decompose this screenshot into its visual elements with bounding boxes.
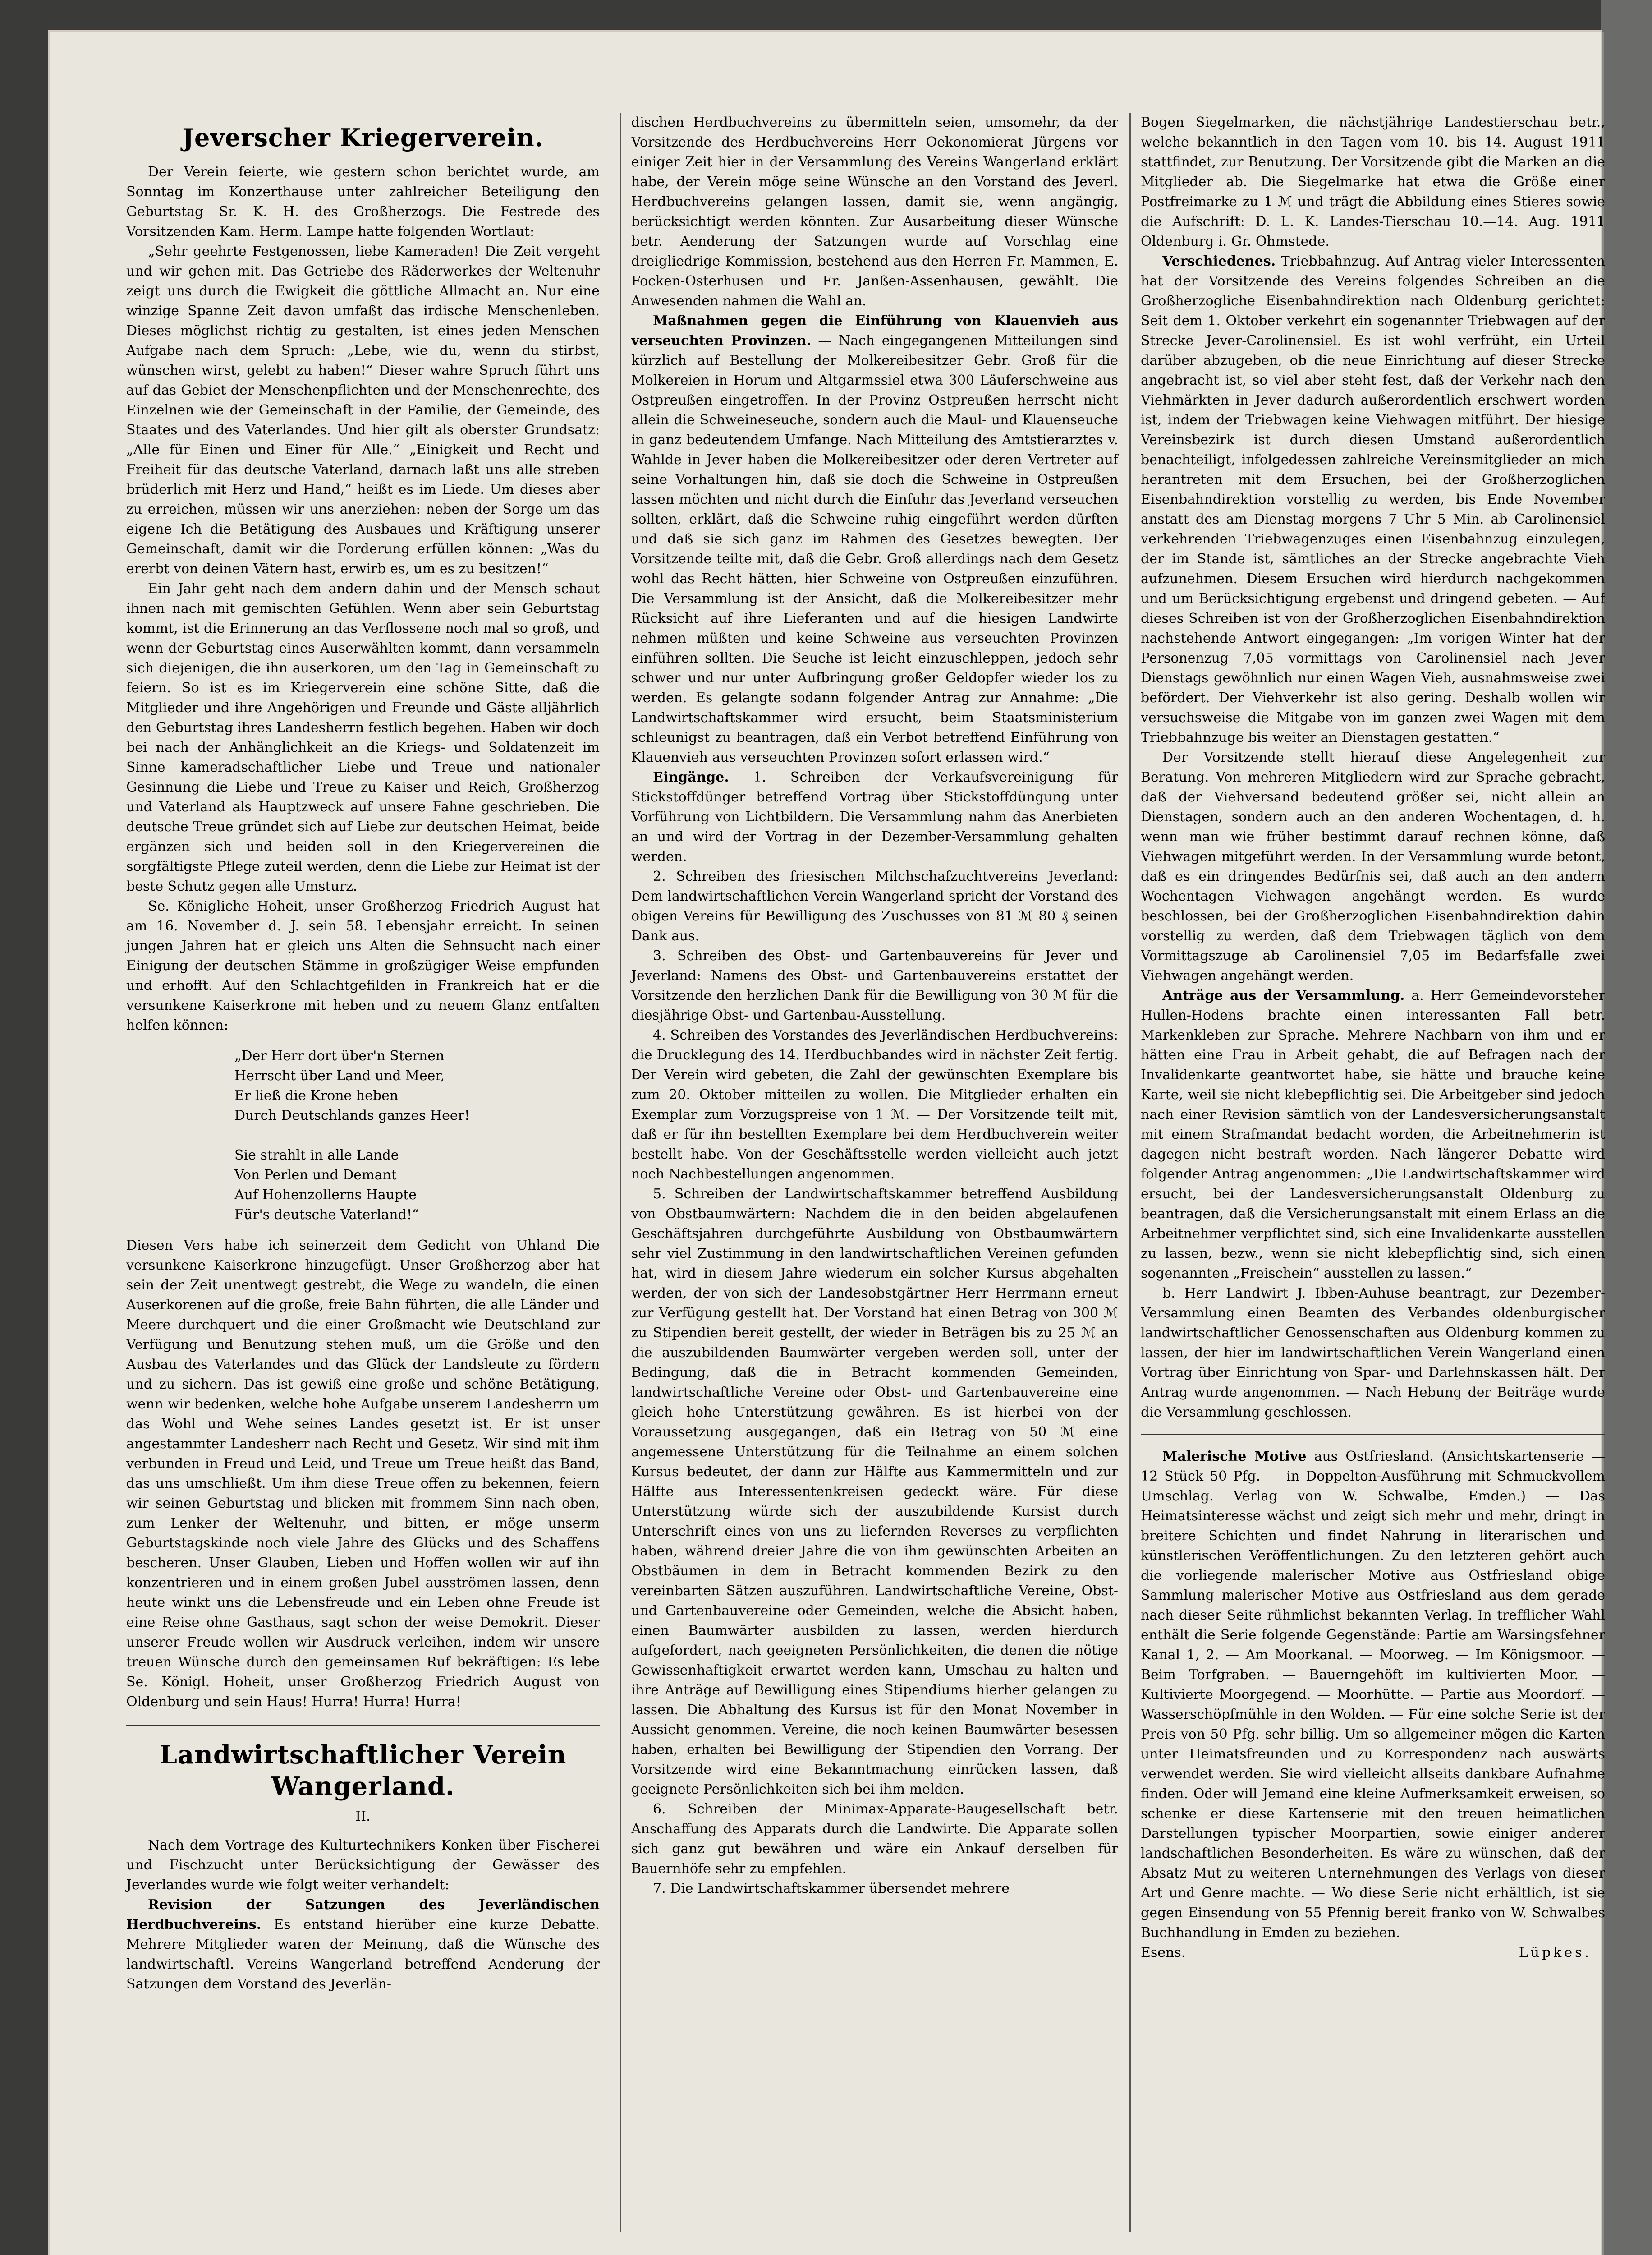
paragraph: 5. Schreiben der Landwirtschaftskammer betreffend Ausbildung von Obstbaumwärtern: Nachdem die in den beiden abgelaufenen Geschäftsjahren durchgeführte Ausbildung von Obstbaumwärtern sehr viel Zustimmung in den landwirtschaftlichen Vereinen gefunden hat, wird in diesem Jahre wiederum ein solcher Kursus abgehalten werden, der von sich der Landesobstgärtner Herr Herrmann erneut zur Verfügung gestellt hat. Der Vorstand hat einen Betrag von 300 ℳ zu Stipendien bereit gestellt, der wieder in Beträgen bis zu 25 ℳ an die auszubildenden Baumwärter vergeben werden soll, unter der Bedingung, daß die in Betracht kommenden Gemeinden, landwirtschaftliche Vereine oder Obst- und Gartenbauvereine eine gleich hohe Unterstützung gewähren. Es ist hierbei von der Voraussetzung ausgegangen, daß ein Betrag von 50 ℳ eine angemessene Unterstützung für die Teilnahme an einem solchen Kursus bedeutet, der dann zur Hälfte aus Kammermitteln und zur Hälfte aus Interessentenkreisen gedeckt wäre. Für diese Unterstützung würde sich der auszubildende Kursist durch Unterschrift eines von uns zu liefernden Reverses zu verpflichten haben, während dreier Jahre die von ihm gewünschten Arbeiten an Obstbäumen in dem in Betracht kommenden Bezirk zu den vereinbarten Sätzen auszuführen. Landwirtschaftliche Vereine, Obst- und Gartenbauvereine oder Gemeinden, welche die Absicht haben, einen Baumwärter ausbilden zu lassen, werden hierdurch aufgefordert, nach geeigneten Persönlichkeiten, die denen die nötige Gewissenhaftigkeit erwartet werden kann, Umschau zu halten und ihre Anträge auf Bewilligung eines Stipendiums hierher gelangen zu lassen. Die Abhaltung des Kursus ist für den Monat November in Aussicht genommen. Vereine, die noch keinen Baumwärter besessen haben, erhalten bei Bewilligung der Stipendien den Vorrang. Der Vorsitzende wird eine Bekanntmachung einrücken lassen, daß geeignete Persönlichkeiten sich bei ihm melden.	[631, 1186, 1118, 1797]
subheading: Verschiedenes.	[1162, 253, 1276, 269]
poem-line: Von Perlen und Demant	[234, 1167, 397, 1183]
paragraph-text: aus Ostfriesland. (Ansichtskartenserie — 12 Stück 50 Pfg. — in Doppelton-Ausführung mit Schmuckvollem Umschlag. Verlag von W. Schwalbe, Emden.) — Das Heimatsinteresse wächst und zeigt sich mehr und mehr, dringt in breitere Schichten und findet Nahrung in literarischen und künstlerischen Veröffentlichungen. Zu den letzteren gehört auch die vorliegende malerischer Motive aus Ostfriesland obige Sammlung malerischer Motive aus Ostfriesland aus dem gerade nach dieser Seite rühmlichst bekannten Verlag. In trefflicher Wahl enthält die Serie folgende Gegenstände: Partie am Warsingsfehner Kanal 1, 2. — Am Moorkanal. — Moorweg. — Im Königsmoor. — Beim Torfgraben. — Bauerngehöft im kultivierten Moor. — Kultivierte Moorgegend. — Moorhütte. — Partie aus Moordorf. — Wasserschöpfmühle in den Wolden. — Für eine solche Serie ist der Preis von 50 Pfg. sehr billig. Um so allgemeiner mögen die Karten unter Heimatsfreunden und zu Korrespondenz nach auswärts verwendet werden. Sie wird vielleicht allseits dankbare Aufnahme finden. Oder will Jemand eine kleine Aufmerksamkeit erweisen, so schenke er diese Kartenserie mit den treuen heimatlichen Darstellungen typischer Moorpartien, sowie einiger anderer landschaftlichen Besonderheiten. Es wäre zu wünschen, daß der Absatz Mut zu weiteren Unternehmungen des Verlags von dieser Art und Genre machte. — Wo diese Serie nicht erhältlich, ist sie gegen Einsendung von 55 Pfennig bereit franko von W. Schwalbes Buchhandlung in Emden zu beziehen.	[1141, 1449, 1605, 1941]
poem-line: Er ließ die Krone heben	[234, 1088, 399, 1104]
paragraph: „Sehr geehrte Festgenossen, liebe Kameraden! Die Zeit vergeht und wir gehen mit. Das Getriebe des Räderwerkes der Weltenuhr zeigt uns durch die Ewigkeit die göttliche Allmacht an. Nur eine winzige Spanne Zeit davon umfaßt das irdische Menschenleben. Dieses möglichst richtig zu gestalten, ist eines jeden Menschen Aufgabe nach dem Spruch: „Lebe, wie du, wenn du stirbst, wünschen wirst, gelebt zu haben!“ Dieser wahre Spruch führt uns auf das Gebiet der Menschenpflichten und der Menschenrechte, des Einzelnen wie der Gemeinschaft in der Familie, der Gemeinde, des Staates und des Vaterlandes. Und hier gilt als oberster Grundsatz: „Alle für Einen und Einer für Alle.“ „Einigkeit und Recht und Freiheit für das deutsche Vaterland, darnach laßt uns alle streben brüderlich mit Herz und Hand,“ heißt es im Liede. Um dieses aber zu erreichen, müssen wir uns anerziehen: neben der Sorge um das eigene Ich die Betätigung des Ausbaues und Kräftigung unserer Gemeinschaft, damit wir die Forderung erfüllen können: „Was du ererbt von deinen Vätern hast, erwirb es, um es zu besitzen!“	[126, 244, 600, 577]
paragraph: 2. Schreiben des friesischen Milchschafzuchtvereins Jeverland: Dem landwirtschaftlichen Verein Wangerland spricht der Vorstand des obigen Vereins für Bewilligung des Zuschusses von 81 ℳ 80 ₰ seinen Dank aus.	[631, 869, 1118, 944]
section-rule	[126, 1724, 600, 1726]
byline	[1141, 1943, 1605, 1963]
paragraph: Nach dem Vortrage des Kulturtechnikers Konken über Fischerei und Fischzucht unter Berücksichtigung der Gewässer des Jeverlandes wurde wie folgt weiter verhandelt:	[126, 1837, 600, 1893]
paragraph	[1141, 986, 1605, 1284]
paragraph: 6. Schreiben der Minimax-Apparate-Baugesellschaft betr. Anschaffung des Apparats durch die Landwirte. Die Apparate sollen sich ganz gut bewähren und wäre ein Ankauf derselben für Bauernhöfe sehr zu empfehlen.	[631, 1801, 1118, 1877]
subheading: Eingänge.	[653, 769, 729, 785]
column-3	[1141, 113, 1605, 2255]
column-divider	[1129, 113, 1131, 2232]
poem	[126, 1046, 600, 1225]
article-title: Landwirtschaftlicher Verein Wangerland.	[159, 1740, 567, 1801]
signature: Lüpkes.	[1519, 1945, 1592, 1960]
paragraph	[1141, 1447, 1605, 1943]
column-1	[126, 122, 600, 1994]
part-number: II.	[355, 1809, 371, 1824]
paragraph	[631, 768, 1118, 867]
paragraph: Se. Königliche Hoheit, unser Großherzog Friedrich August hat am 16. November d. J. sein 58. Lebensjahr erreicht. In seinen jungen Jahren hat er gleich uns Alten die Sehnsucht nach einer Einigung der deutschen Stämme in großzügiger Weise empfunden und erhofft. Auf den Schlachtgefilden in Frankreich hat er die versunkene Kaiserkrone mit heben und zu neuem Glanz entfalten helfen können:	[126, 898, 600, 1033]
paragraph-text: — Nach eingegangenen Mitteilungen sind kürzlich auf Bestellung der Molkereibesitzer Gebr. Groß für die Molkereien in Horum und Altgarmssiel etwa 300 Läuferschweine aus Ostpreußen eingetroffen. In der Provinz Ostpreußen herrscht nicht allein die Schweineseuche, sondern auch die Maul- und Klauenseuche in ganz bedeutendem Umfange. Nach Mitteilung des Amtstierarztes v. Wahlde in Jever haben die Molkereibesitzer oder deren Vertreter auf seine Vorhaltungen hin, daß sie doch die Schweine in Ostpreußen lassen möchten und nicht durch die Einfuhr das Jeverland verseuchen sollten, erklärt, daß die Schweine ruhig eingeführt werden dürften und daß sie sich ganz im Rahmen des Gesetzes bewegten. Der Vorsitzende teilte mit, daß die Gebr. Groß allerdings nach dem Gesetz wohl das Recht hätten, hier Schweine von Ostpreußen einzuführen. Die Versammlung ist der Ansicht, daß die Molkereibesitzer mehr Rücksicht auf ihre Lieferanten und auf die hiesigen Landwirte nehmen müßten und keine Schweine aus verseuchten Provinzen einführen sollten. Die Seuche ist leicht einzuschleppen, jedoch sehr schwer und nur unter Aufbringung großer Geldopfer wieder los zu werden. Es gelangte sodann folgender Antrag zur Annahme: „Die Landwirtschaftskammer wird ersucht, beim Staatsministerium schleunigst zu beantragen, daß ein Verbot betreffend Einführung von Klauenvieh aus verseuchten Provinzen sofort erlassen wird.“	[631, 333, 1118, 765]
paragraph-text: 1. Schreiben der Verkaufsvereinigung für Stickstoffdünger betreffend Vortrag über Stickstoffdüngung unter Vorführung von Lichtbildern. Die Versammlung nahm das Anerbieten an und wird der Vortrag in der Dezember-Versammlung gehalten werden.	[631, 769, 1118, 865]
paragraph: Diesen Vers habe ich seinerzeit dem Gedicht von Uhland Die versunkene Kaiserkrone hinzugefügt. Unser Großherzog aber hat sein der Zeit unentwegt gestrebt, die Wege zu wandeln, die einen Auserkorenen auf die große, freie Bahn führten, die alle Länder und Meere durchquert und die einer Großmacht wie Deutschland zur Verfügung und Benutzung stehen muß, um die Größe und den Ausbau des Vaterlandes und das Glück der Landsleute zu fördern und zu sichern. Das ist gewiß eine große und schöne Betätigung, wenn wir bedenken, welche hohe Aufgabe unserem Landesherrn um das Wohl und Wehe seines Landes gesetzt ist. Er ist unser angestammter Landesherr nach Recht und Gesetz. Wir sind mit ihm verbunden in Freud und Leid, und Treue um Treue heißt das Band, das uns umschließt. Um ihm diese Treue offen zu bekennen, feiern wir seinen Geburtstag und blicken mit frommem Sinn nach oben, zum Lenker der Weltenuhr, und bitten, er möge unserm Geburtstagskinde noch viele Jahre des Glücks und des Schaffens bescheren. Unser Glauben, Lieben und Hoffen wollen wir auf ihn konzentrieren und in einem großen Jubel ausströmen lassen, denn heute winkt uns die Lebensfreude und ein Leben ohne Freude ist eine Reise ohne Gasthaus, sagt schon der weise Demokrit. Dieser unserer Freude wollen wir Ausdruck verleihen, indem wir unsere treuen Wünsche durch den gemeinsamen Ruf bekräftigen: Es lebe Se. Königl. Hoheit, unser Großherzog Friedrich August von Oldenburg und sein Haus! Hurra! Hurra! Hurra!	[126, 1238, 600, 1710]
column-2	[631, 113, 1118, 1899]
paragraph-text: Es entstand hierüber eine kurze Debatte. Mehrere Mitglieder waren der Meinung, daß die Wünsche des landwirtschaftl. Vereins Wangerland betreffend Aenderung der Satzungen dem Vorstand des Jeverlän-	[126, 1917, 600, 1992]
page-edge	[1601, 0, 1652, 2255]
column-divider	[620, 113, 621, 2232]
paragraph: Der Vorsitzende stellt hierauf diese Angelegenheit zur Beratung. Von mehreren Mitgliedern wird zur Sprache gebracht, daß der Viehversand bedeutend größer sei, nicht allein an Dienstagen, sondern auch an den anderen Wochentagen, d. h. wenn man wie früher bestimmt darauf rechnen könne, daß Viehwagen mitgeführt werden. In der Versammlung wurde betont, daß es ein dringendes Bedürfnis sei, daß auch an den andern Wochentagen Viehwagen angehängt werden. Es wurde beschlossen, bei der Großherzoglichen Eisenbahndirektion dahin vorstellig zu werden, daß dem Triebwagen täglich von dem Vormittagszuge ab Carolinensiel 7,05 im Bedarfsfalle zwei Viehwagen angehängt werden.	[1141, 750, 1605, 984]
subheading: Maßnahmen gegen die Einführung von Klauenvieh aus verseuchten Provinzen.	[631, 313, 1118, 349]
paragraph: Der Verein feierte, wie gestern schon berichtet wurde, am Sonntag im Konzerthause unter zahlreicher Beteiligung den Geburtstag Sr. K. H. des Großherzogs. Die Festrede des Vorsitzenden Kam. Herm. Lampe hatte folgenden Wortlaut:	[126, 164, 600, 239]
poem-line: Herrscht über Land und Meer,	[234, 1068, 445, 1084]
subheading: Revision der Satzungen des Jeverländischen Herdbuchvereins.	[126, 1897, 600, 1933]
paragraph: 4. Schreiben des Vorstandes des Jeverländischen Herdbuchvereins: die Drucklegung des 14. Herdbuchbandes wird in nächster Zeit fertig. Der Verein wird gebeten, die Zahl der gewünschten Exemplare bis zum 20. Oktober mitteilen zu wollen. Die Mitglieder erhalten ein Exemplar zum Vorzugspreise von 1 ℳ. — Der Vorsitzende teilt mit, daß er für ihn bestellten Exemplare bei dem Herdbuchverein weiter bestellt habe. Von der Geschäftsstelle werden vielleicht auch jetzt noch Nachbestellungen angenommen.	[631, 1027, 1118, 1182]
paragraph: b. Herr Landwirt J. Ibben-Auhuse beantragt, zur Dezember-Versammlung einen Beamten des Verbandes oldenburgischer landwirtschaftlicher Genossenschaften aus Oldenburg kommen zu lassen, der hier im landwirtschaftlichen Verein Wangerland einen Vortrag über Einrichtung von Spar- und Darlehnskassen hält. Der Antrag wurde angenommen. — Nach Hebung der Beiträge wurde die Versammlung geschlossen.	[1141, 1285, 1605, 1420]
paragraph-text: a. Herr Gemeindevorsteher Hullen-Hodens brachte einen interessanten Fall betr. Markenkleben zur Sprache. Mehrere Nachbarn von ihm und er hätten eine Frau in Arbeit gehabt, die auf Befragen nach der Invalidenkarte geantwortet habe, sie hätte und brauche keine Karte, weil sie nicht klebepflichtig sei. Die Arbeitgeber sind jedoch nach einer Revision sämtlich von der Landesversicherungsanstalt mit einem Strafmandat bedacht worden, die Arbeitnehmerin ist dagegen nicht bestraft worden. Nach längerer Debatte wird folgender Antrag angenommen: „Die Landwirtschaftskammer wird ersucht, bei der Landesversicherungsanstalt Oldenburg zu beantragen, daß die Versicherungsanstalt mit einem Erlass an die Arbeitnehmer verpflichtet sind, sich eine Invalidenkarte ausstellen zu lassen, bezw., wenn sie nicht klebepflichtig sind, sich einen sogenannten „Freischein“ ausstellen zu lassen.“	[1141, 988, 1605, 1281]
paragraph: Ein Jahr geht nach dem andern dahin und der Mensch schaut ihnen nach mit gemischten Gefühlen. Wenn aber sein Geburtstag kommt, ist die Erinnerung an das Verflossene noch mal so groß, und wenn der Geburtstag eines Auserwählten kommt, dann versammeln sich diejenigen, die ihn auserkoren, um den Tag in Gemeinschaft zu feiern. So ist es im Kriegerverein eine schöne Sitte, daß die Mitglieder und ihre Angehörigen und Freunde und Gäste alljährlich den Geburtstag ihres Landesherrn festlich begehen. Haben wir doch bei nach der Anhänglichkeit an die Kriegs- und Soldatenzeit im Sinne kameradschaftlicher Liebe und Treue und nationaler Gesinnung die Liebe und Treue zu Kaiser und Reich, Großherzog und Vaterland als Hauptzweck auf unsere Fahne geschrieben. Die deutsche Treue gründet sich auf Liebe zur deutschen Heimat, beide ergänzen sich und beiden soll in den Kriegervereinen die sorgfältigste Pflege zuteil werden, denn die Liebe zur Heimat ist der beste Schutz gegen alle Umsturz.	[126, 581, 600, 894]
subheading: Anträge aus der Versammlung.	[1162, 988, 1405, 1003]
paragraph: 7. Die Landwirtschaftskammer übersendet mehrere	[653, 1881, 1010, 1896]
paragraph-text: Triebbahnzug. Auf Antrag vieler Interessenten hat der Vorsitzende des Vereins folgendes Schreiben an die Großherzogliche Eisenbahndirektion nach Oldenburg gerichtet: Seit dem 1. Oktober verkehrt ein sogenannter Triebwagen auf der Strecke Jever-Carolinensiel. Es ist wohl verfrüht, ein Urteil darüber abzugeben, ob die neue Einrichtung auf dieser Strecke angebracht ist, so viel aber steht fest, daß der Verkehr nach den Viehmärkten in Jever dadurch außerordentlich erschwert worden ist, indem der Triebwagen keine Viehwagen mitführt. Der hiesige Vereinsbezirk ist durch diesen Umstand außerordentlich benachteiligt, infolgedessen zahlreiche Vereinsmitglieder an mich herantreten mit dem Ersuchen, bei der Großherzoglichen Eisenbahndirektion vorstellig zu werden, bis Ende November anstatt des am Dienstag morgens 7 Uhr 5 Min. ab Carolinensiel verkehrenden Triebwagenzuges einen Eisenbahnzug einzulegen, der im Stande ist, sämtliches an der Strecke angebrachte Vieh aufzunehmen. Diesem Ersuchen wird hierdurch nachgekommen und um Berücksichtigung ergebenst und dringend gebeten. — Auf dieses Schreiben ist von der Großherzoglichen Eisenbahndirektion nachstehende Antwort eingegangen: „Im vorigen Winter hat der Personenzug 7,05 vormittags von Carolinensiel nach Jever Dienstags gewöhnlich nur einen Wagen Vieh, ausnahmsweise zwei befördert. Der Viehverkehr ist also gering. Deshalb wollen wir versuchsweise die Mitgabe von im ganzen zwei Wagen mit dem Triebbahnzuge bis weiter an Dienstagen gestatten.“	[1141, 253, 1605, 746]
paragraph	[1141, 252, 1605, 748]
paragraph	[631, 311, 1118, 768]
paragraph: Bogen Siegelmarken, die nächstjährige Landestierschau betr., welche bekanntlich in den Tagen vom 10. bis 14. August 1911 stattfindet, zur Benutzung. Der Vorsitzende gibt die Marken an die Mitglieder ab. Die Siegelmarke hat etwa die Größe einer Postfreimarke zu 1 ℳ und trägt die Abbildung eines Stieres sowie die Aufschrift: D. L. K. Landes-Tierschau 10.—14. Aug. 1911 Oldenburg i. Gr. Ohmstede.	[1141, 115, 1605, 249]
poem-line: Auf Hohenzollerns Haupte	[234, 1187, 417, 1203]
poem-line: Sie strahlt in alle Lande	[234, 1147, 399, 1163]
article-title: Jeverscher Kriegerverein.	[182, 123, 544, 152]
poem-line: „Der Herr dort über'n Sternen	[234, 1048, 445, 1064]
poem-line: Für's deutsche Vaterland!“	[234, 1207, 419, 1223]
paragraph: 3. Schreiben des Obst- und Gartenbauvereins für Jever und Jeverland: Namens des Obst- und Gartenbauvereins erstattet der Vorsitzende den herzlichen Dank für die Bewilligung von 30 ℳ für die diesjährige Obst- und Gartenbau-Ausstellung.	[631, 948, 1118, 1023]
paragraph: dischen Herdbuchvereins zu übermitteln seien, umsomehr, da der Vorsitzende des Herdbuchvereins Herr Oekonomierat Jürgens vor einiger Zeit hier in der Versammlung des Vereins Wangerland erklärt habe, der Verein möge seine Wünsche an den Vorstand des Jeverl. Herdbuchvereins gelangen lassen, damit sie, wenn angängig, berücksichtigt werden könnten. Zur Ausarbeitung dieser Wünsche betr. Aenderung der Satzungen wurde auf Vorschlag eine dreigliedrige Kommission, bestehend aus den Herren Fr. Mammen, E. Focken-Osterhusen und Fr. Janßen-Assenhausen, gewählt. Die Anwesenden nahmen die Wahl an.	[631, 115, 1118, 309]
place-name: Esens.	[1141, 1945, 1186, 1960]
paragraph	[126, 1895, 600, 1994]
subheading: Malerische Motive	[1162, 1449, 1307, 1464]
poem-line: Durch Deutschlands ganzes Heer!	[234, 1108, 470, 1123]
section-rule	[1141, 1434, 1605, 1436]
